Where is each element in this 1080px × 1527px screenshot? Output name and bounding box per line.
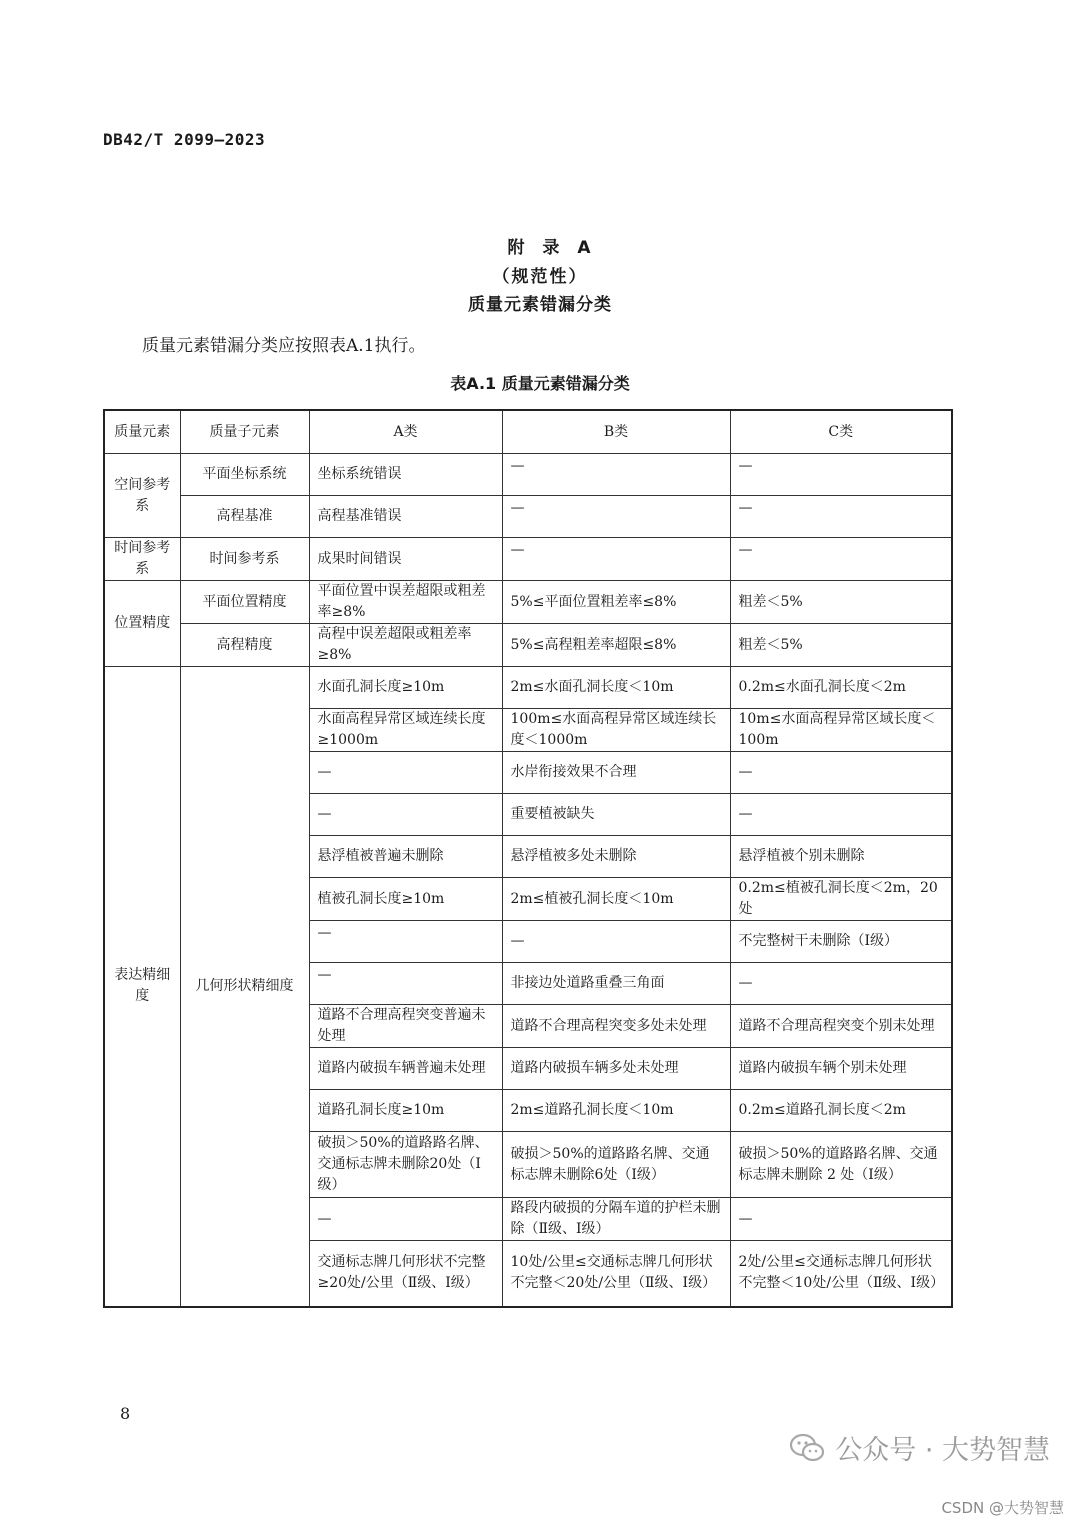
class-c-cell: 不完整树干未删除（Ⅰ级） <box>730 921 952 963</box>
class-b-cell: — <box>502 921 730 963</box>
class-b-cell: 破损＞50%的道路路名牌、交通标志牌未删除6处（Ⅰ级） <box>502 1132 730 1198</box>
csdn-credit: CSDN @大势智慧 <box>941 1499 1064 1517</box>
class-b-cell: 重要植被缺失 <box>502 794 730 836</box>
class-a-cell: 平面位置中误差超限或粗差率≥8% <box>309 581 502 624</box>
class-c-cell: — <box>730 538 952 581</box>
quality-element-cell: 表达精细度 <box>104 667 180 1307</box>
class-b-cell: 道路内破损车辆多处未处理 <box>502 1048 730 1090</box>
class-a-cell: — <box>309 794 502 836</box>
class-a-cell: — <box>309 1198 502 1241</box>
header-class-a: A类 <box>309 410 502 454</box>
class-c-cell: — <box>730 752 952 794</box>
class-c-cell: — <box>730 794 952 836</box>
class-a-cell: 交通标志牌几何形状不完整≥20处/公里（Ⅱ级、Ⅰ级） <box>309 1241 502 1307</box>
class-a-cell: 水面高程异常区域连续长度≥1000m <box>309 709 502 752</box>
class-a-cell: 坐标系统错误 <box>309 454 502 496</box>
sub-element-cell: 高程基准 <box>180 496 309 538</box>
header-class-b: B类 <box>502 410 730 454</box>
class-c-cell: 粗差＜5% <box>730 581 952 624</box>
class-c-cell: 0.2m≤道路孔洞长度＜2m <box>730 1090 952 1132</box>
class-a-cell: 高程中误差超限或粗差率≥8% <box>309 624 502 667</box>
appendix-nature: （规范性） <box>492 267 588 287</box>
appendix-title: 质量元素错漏分类 <box>468 295 612 315</box>
class-a-cell: — <box>309 752 502 794</box>
table-caption: 表A.1 质量元素错漏分类 <box>450 374 630 393</box>
class-b-cell: 路段内破损的分隔车道的护栏未删除（Ⅱ级、Ⅰ级） <box>502 1198 730 1241</box>
class-b-cell: 10处/公里≤交通标志牌几何形状不完整＜20处/公里（Ⅱ级、Ⅰ级） <box>502 1241 730 1307</box>
class-a-cell: 悬浮植被普遍未删除 <box>309 836 502 878</box>
class-a-cell: 植被孔洞长度≥10m <box>309 878 502 921</box>
watermark-text: 公众号 · 大势智慧 <box>835 1435 1050 1466</box>
class-b-cell: 悬浮植被多处未删除 <box>502 836 730 878</box>
class-b-cell: 水岸衔接效果不合理 <box>502 752 730 794</box>
class-c-cell: 10m≤水面高程异常区域长度＜100m <box>730 709 952 752</box>
sub-element-cell: 几何形状精细度 <box>180 667 309 1307</box>
classification-table <box>103 409 953 1308</box>
class-c-cell: 道路不合理高程突变个别未处理 <box>730 1005 952 1048</box>
class-b-cell: 2m≤道路孔洞长度＜10m <box>502 1090 730 1132</box>
class-a-cell: 破损＞50%的道路路名牌、交通标志牌未删除20处（Ⅰ级） <box>309 1132 502 1198</box>
standard-code: DB42/T 2099—2023 <box>103 130 266 149</box>
class-a-cell: — <box>309 921 502 963</box>
header-sub-element: 质量子元素 <box>180 410 309 454</box>
quality-element-cell: 空间参考系 <box>104 454 180 538</box>
sub-element-cell: 时间参考系 <box>180 538 309 581</box>
class-a-cell: 道路不合理高程突变普遍未处理 <box>309 1005 502 1048</box>
class-b-cell: 100m≤水面高程异常区域连续长度＜1000m <box>502 709 730 752</box>
table-row <box>104 538 952 581</box>
class-c-cell: 破损＞50%的道路路名牌、交通标志牌未删除 2 处（Ⅰ级） <box>730 1132 952 1198</box>
class-a-cell: 道路内破损车辆普遍未处理 <box>309 1048 502 1090</box>
class-a-cell: 水面孔洞长度≥10m <box>309 667 502 709</box>
table-row <box>104 624 952 667</box>
class-c-cell: 0.2m≤植被孔洞长度＜2m，20处 <box>730 878 952 921</box>
table-row <box>104 454 952 496</box>
class-b-cell: — <box>502 454 730 496</box>
class-b-cell: 道路不合理高程突变多处未处理 <box>502 1005 730 1048</box>
quality-element-cell: 位置精度 <box>104 581 180 667</box>
header-class-c: C类 <box>730 410 952 454</box>
table-row <box>104 496 952 538</box>
class-b-cell: 5%≤平面位置粗差率≤8% <box>502 581 730 624</box>
page-number: 8 <box>120 1404 131 1423</box>
class-c-cell: — <box>730 963 952 1005</box>
table-row <box>104 581 952 624</box>
quality-element-cell: 时间参考系 <box>104 538 180 581</box>
class-b-cell: 2m≤水面孔洞长度＜10m <box>502 667 730 709</box>
watermark <box>789 1428 1050 1467</box>
intro-paragraph: 质量元素错漏分类应按照表A.1执行。 <box>142 336 426 356</box>
table-header-row <box>104 410 952 454</box>
class-a-cell: 道路孔洞长度≥10m <box>309 1090 502 1132</box>
class-c-cell: — <box>730 454 952 496</box>
sub-element-cell: 平面坐标系统 <box>180 454 309 496</box>
class-c-cell: 0.2m≤水面孔洞长度＜2m <box>730 667 952 709</box>
table-row <box>104 667 952 709</box>
class-b-cell: — <box>502 538 730 581</box>
class-b-cell: 2m≤植被孔洞长度＜10m <box>502 878 730 921</box>
class-c-cell: 道路内破损车辆个别未处理 <box>730 1048 952 1090</box>
class-b-cell: 非接边处道路重叠三角面 <box>502 963 730 1005</box>
class-c-cell: — <box>730 496 952 538</box>
class-b-cell: 5%≤高程粗差率超限≤8% <box>502 624 730 667</box>
header-quality-element: 质量元素 <box>104 410 180 454</box>
sub-element-cell: 高程精度 <box>180 624 309 667</box>
class-b-cell: — <box>502 496 730 538</box>
class-c-cell: — <box>730 1198 952 1241</box>
class-a-cell: 成果时间错误 <box>309 538 502 581</box>
class-a-cell: — <box>309 963 502 1005</box>
class-a-cell: 高程基准错误 <box>309 496 502 538</box>
appendix-label: 附 录 A <box>507 238 597 258</box>
wechat-icon <box>789 1432 825 1464</box>
class-c-cell: 粗差＜5% <box>730 624 952 667</box>
class-c-cell: 悬浮植被个别未删除 <box>730 836 952 878</box>
class-c-cell: 2处/公里≤交通标志牌几何形状不完整＜10处/公里（Ⅱ级、Ⅰ级） <box>730 1241 952 1307</box>
sub-element-cell: 平面位置精度 <box>180 581 309 624</box>
